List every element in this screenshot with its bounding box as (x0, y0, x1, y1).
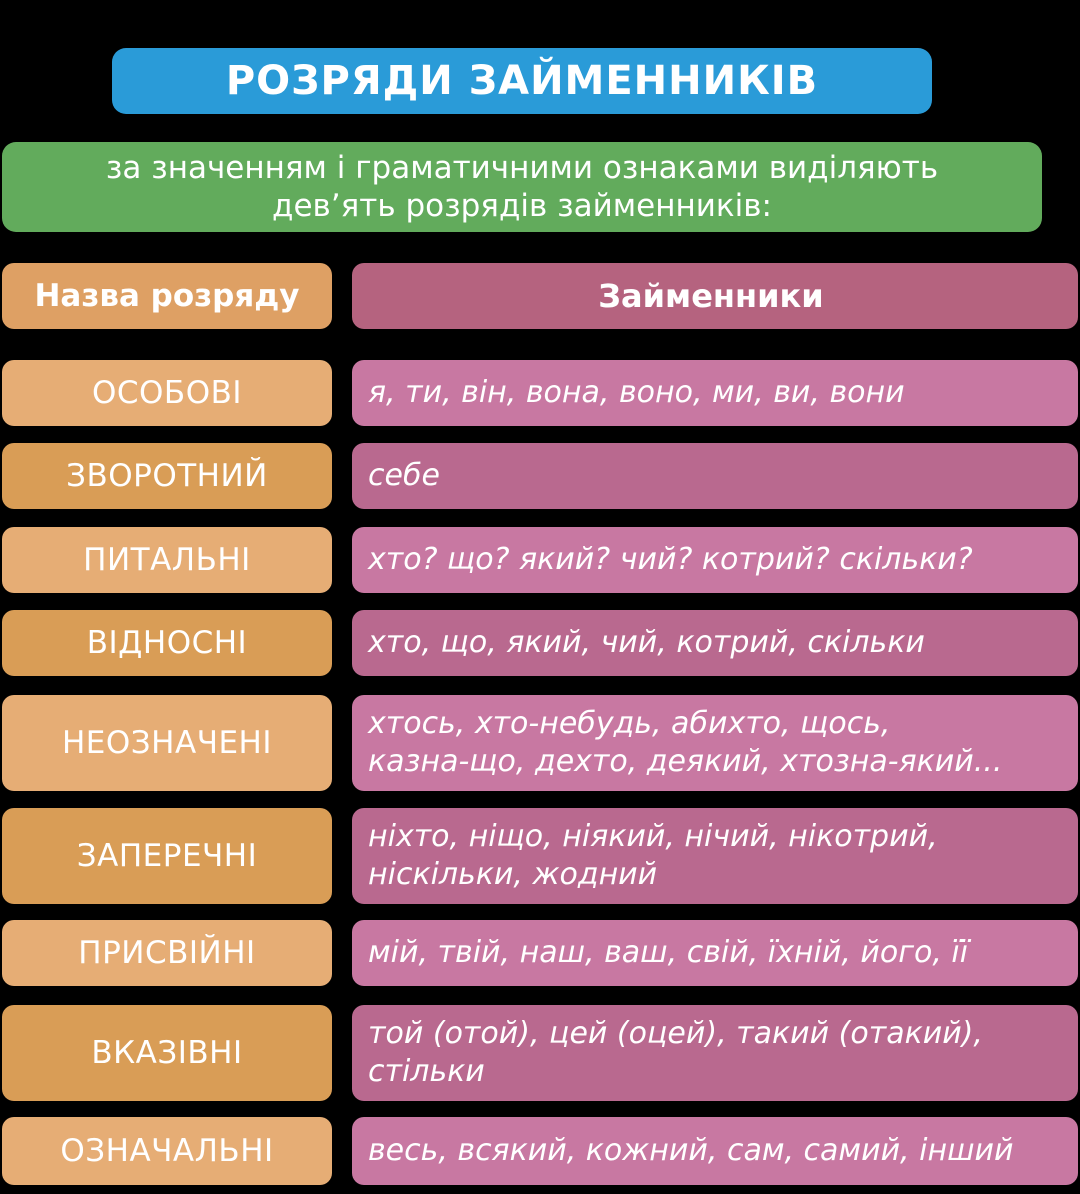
category-name: ПИТАЛЬНІ (2, 527, 332, 593)
category-name: ВКАЗІВНІ (2, 1005, 332, 1101)
category-pronouns: себе (352, 443, 1078, 509)
category-pronouns: хтось, хто-небудь, абихто, щось, казна-що, дехто, деякий, хтозна-який... (352, 695, 1078, 791)
header-name-cell: Назва розряду (2, 263, 332, 329)
category-name: ОЗНАЧАЛЬНІ (2, 1117, 332, 1185)
category-pronouns: весь, всякий, кожний, сам, самий, інший (352, 1117, 1078, 1185)
subtitle-text: за значенням і граматичними ознаками виділяють дев’ять розрядів займенників: (105, 150, 939, 224)
category-name: ОСОБОВІ (2, 360, 332, 426)
category-name: ЗАПЕРЕЧНІ (2, 808, 332, 904)
category-pronouns: хто? що? який? чий? котрий? скільки? (352, 527, 1078, 593)
category-pronouns: я, ти, він, вона, воно, ми, ви, вони (352, 360, 1078, 426)
category-name: ВІДНОСНІ (2, 610, 332, 676)
category-pronouns: хто, що, який, чий, котрий, скільки (352, 610, 1078, 676)
header-pronouns-cell: Займенники (352, 263, 1078, 329)
category-pronouns: той (отой), цей (оцей), такий (отакий), стільки (352, 1005, 1078, 1101)
category-pronouns: ніхто, ніщо, ніякий, нічий, нікотрий, ніскільки, жодний (352, 808, 1078, 904)
category-pronouns: мій, твій, наш, ваш, свій, їхній, його, її (352, 920, 1078, 986)
category-name: НЕОЗНАЧЕНІ (2, 695, 332, 791)
subtitle-banner (2, 142, 1042, 232)
page-title: РОЗРЯДИ ЗАЙМЕННИКІВ (112, 48, 932, 114)
category-name: ПРИСВІЙНІ (2, 920, 332, 986)
category-name: ЗВОРОТНИЙ (2, 443, 332, 509)
